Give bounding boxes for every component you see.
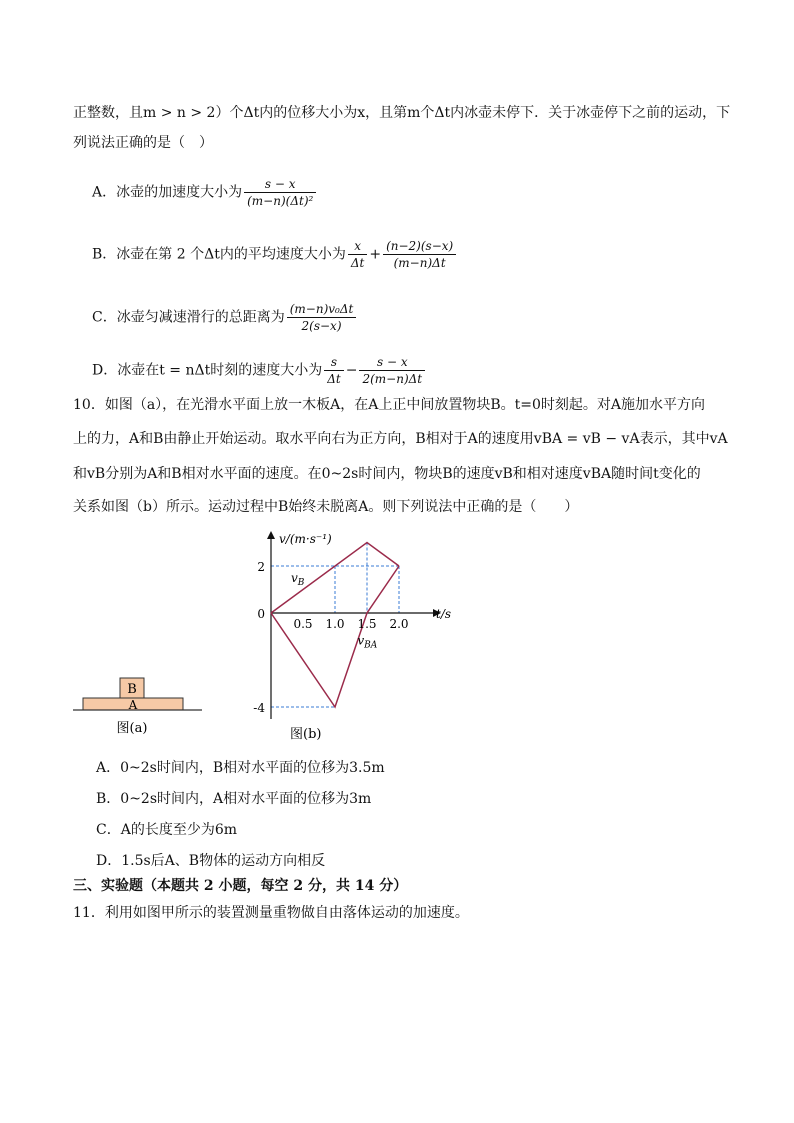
series-label-vB: $v_B$ bbox=[291, 571, 305, 588]
q10-option-d: D．1.5s后A、B物体的运动方向相反 bbox=[96, 853, 326, 869]
q9-option-b: B．冰壶在第 2 个Δt内的平均速度大小为 $\frac{x}{\Delta t}$ + $\frac{(n-2)(s-x)}{(m-n)\Delta t}$ bbox=[92, 238, 458, 271]
q10-stem-line1: 10．如图（a），在光滑水平面上放一木板A，在A上正中间放置物块B。t=0时刻起。对A施加水平方向 bbox=[73, 397, 706, 413]
x-tick-label: 2.0 bbox=[389, 617, 409, 631]
q9-option-a bbox=[92, 176, 318, 209]
fraction: $\frac{s - x}{2(m-n)\Delta t}$ bbox=[359, 354, 425, 387]
fraction: $\frac{s - x}{\text{(m−n)(Δt)²}}$ bbox=[244, 176, 316, 209]
fraction: $\frac{s}{\Delta t}$ bbox=[324, 354, 344, 387]
q9-option-c-text: C．冰壶匀减速滑行的总距离为 bbox=[92, 309, 285, 326]
q10-option-c: C．A的长度至少为6m bbox=[96, 822, 238, 838]
figure-b-caption: 图(b) bbox=[290, 727, 322, 742]
q10-stem-line4: 关系如图（b）所示。运动过程中B始终未脱离A。则下列说法中正确的是（ ） bbox=[73, 499, 579, 515]
fraction: $\frac{x}{\Delta t}$ bbox=[348, 238, 368, 271]
board-a-label: A bbox=[128, 698, 138, 712]
q9-option-d-text: D．冰壶在t = nΔt时刻的速度大小为 bbox=[92, 362, 323, 379]
q10-stem-line2: 上的力，A和B由静止开始运动。取水平向右为正方向，B相对于A的速度用vBA = vB − vA表示，其中vA bbox=[73, 431, 728, 447]
x-axis-label: t/s bbox=[436, 607, 452, 621]
block-b-label: B bbox=[127, 682, 137, 697]
fraction: $\frac{\text{(m−n)v₀Δt}}{2(s-x)}$ bbox=[287, 301, 357, 334]
q10-option-a: A．0~2s时间内，B相对水平面的位移为3.5m bbox=[96, 760, 385, 776]
y-tick-label: -4 bbox=[253, 701, 265, 715]
y-tick-label: 2 bbox=[257, 560, 265, 574]
y-axis-label: v/(m·s⁻¹) bbox=[279, 532, 332, 546]
figure-a-caption: 图(a) bbox=[116, 721, 148, 736]
q9-stem-line2: 列说法正确的是（ ） bbox=[73, 135, 213, 151]
y-tick-label: 0 bbox=[257, 607, 265, 621]
figure-a bbox=[70, 670, 210, 745]
q11-stem: 11．利用如图甲所示的装置测量重物做自由落体运动的加速度。 bbox=[73, 905, 469, 921]
x-tick-label: 1.0 bbox=[325, 617, 345, 631]
q9-stem-line1: 正整数，且m > n > 2）个Δt内的位移大小为x，且第m个Δt内冰壶未停下．关于冰壶停下之前的运动，下 bbox=[73, 105, 731, 121]
q9-option-b-text: B．冰壶在第 2 个Δt内的平均速度大小为 bbox=[92, 246, 346, 263]
q10-option-b: B．0~2s时间内，A相对水平面的位移为3m bbox=[96, 791, 372, 807]
q9-option-a-text: A．冰壶的加速度大小为 bbox=[92, 184, 243, 201]
series-label-vBA: $v_{BA}$ bbox=[357, 633, 378, 651]
x-tick-label: 1.5 bbox=[357, 617, 377, 631]
velocity-time-chart bbox=[240, 525, 470, 745]
q10-stem-line3: 和vB分别为A和B相对水平面的速度。在0~2s时间内，物块B的速度vB和相对速度vBA随时间t变化的 bbox=[73, 466, 701, 482]
fraction: $\frac{(n-2)(s-x)}{(m-n)\Delta t}$ bbox=[383, 238, 456, 271]
section-title: 三、实验题（本题共 2 小题，每空 2 分，共 14 分） bbox=[73, 878, 408, 894]
q9-option-d: D．冰壶在t = nΔt时刻的速度大小为 $\frac{s}{\Delta t}$ − $\frac{s - x}{2(m-n)\Delta t}$ bbox=[92, 354, 427, 387]
x-tick-label: 0.5 bbox=[293, 617, 313, 631]
q9-option-c bbox=[92, 301, 358, 334]
